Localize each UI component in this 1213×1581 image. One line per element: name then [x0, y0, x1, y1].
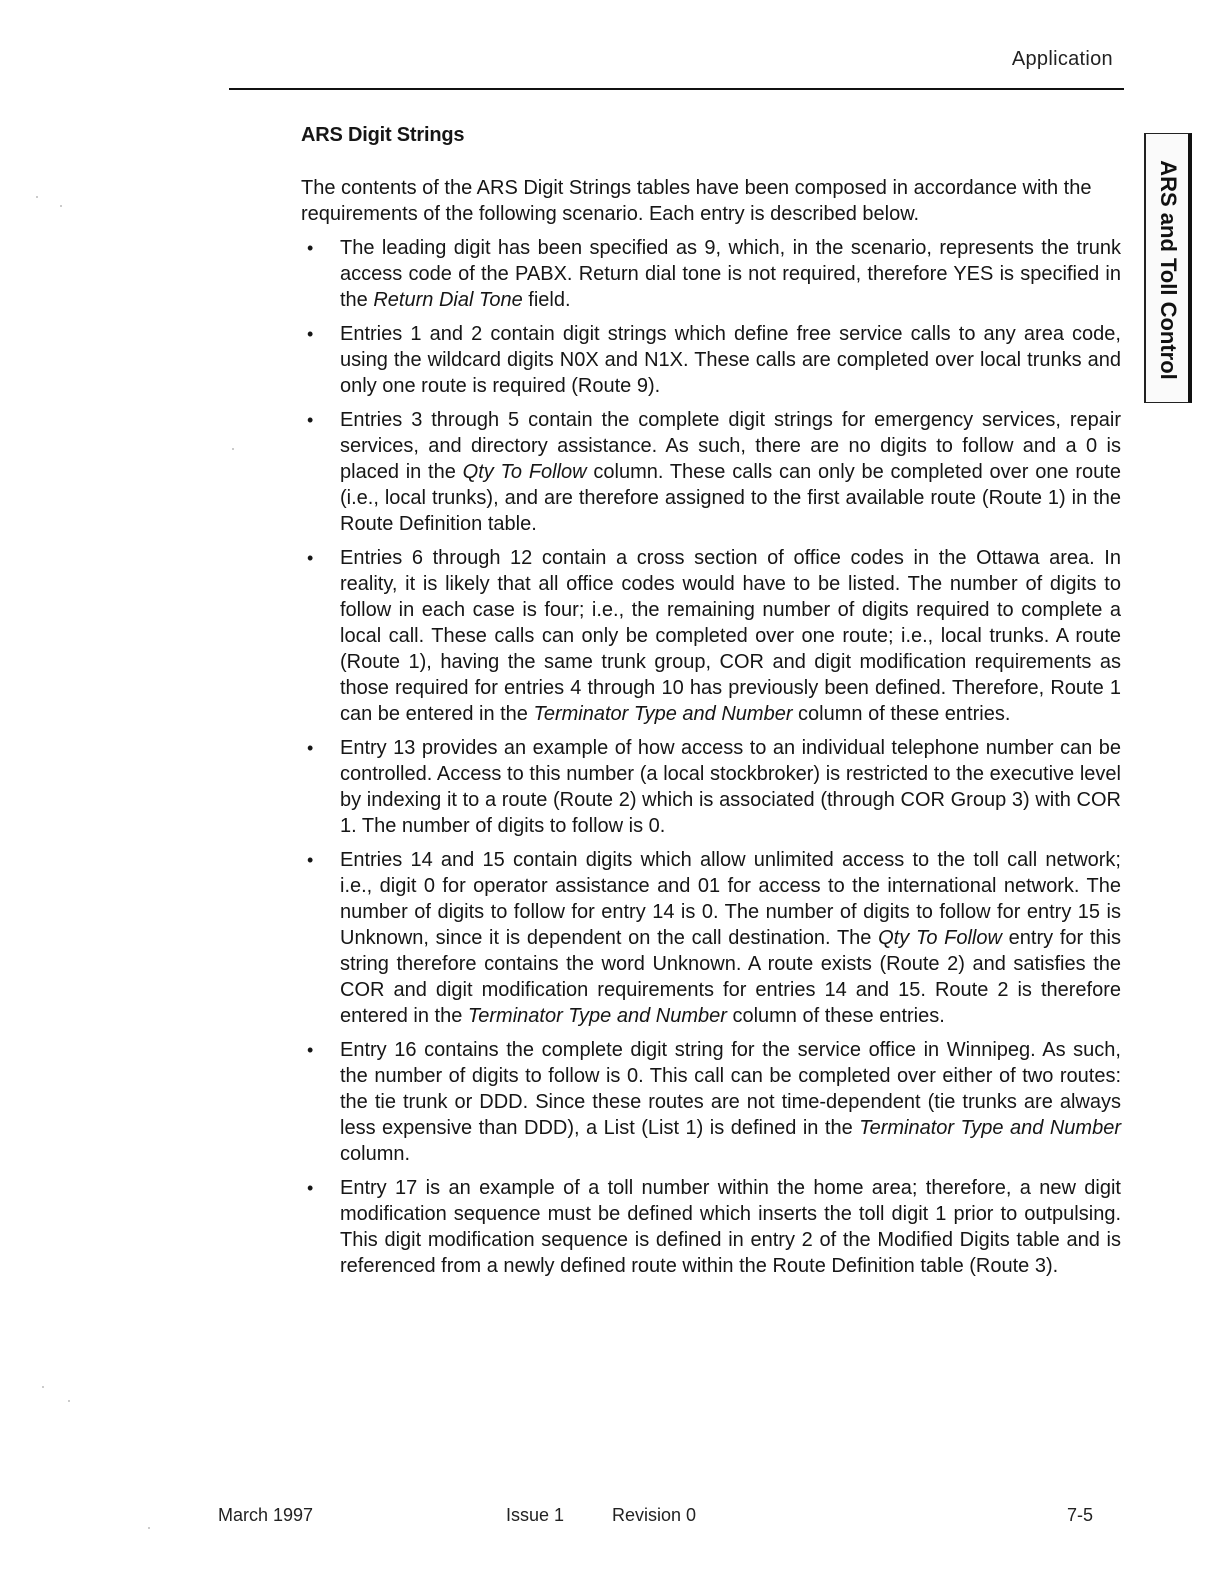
scan-speck [42, 1386, 44, 1388]
list-item: • Entry 13 provides an example of how access to an individual telephone number can be controlled. Access to this number (a local stockbroker) is restricted to the executive level by indexing it to a route (Route 2) which is associated (through COR Group 3) with COR 1. The number of digits to follow is 0. [307, 737, 1121, 837]
entries-list [301, 235, 1121, 1279]
list-item: • Entries 3 through 5 contain the complete digit strings for emergency services, repair services, and directory assistance. As such, there are no digits to follow and a 0 is placed in the Qty To Follow column. These calls can only be completed over one route (i.e., local trunks), and are therefore assigned to the first available route (Route 1) in the Route Definition table. [307, 409, 1121, 535]
bullet-icon: • [307, 738, 314, 758]
footer-issue: Issue 1 [506, 1505, 565, 1525]
list-item: • Entry 17 is an example of a toll number within the home area; therefore, a new digit modification sequence must be defined which inserts the toll digit 1 prior to outpulsing. This digit modification sequence is defined in entry 2 of the Modified Digits table and is referenced from a newly defined route within the Route Definition table (Route 3). [307, 1177, 1121, 1277]
header-rule [229, 88, 1124, 90]
scan-speck [60, 205, 62, 207]
bullet-icon: • [307, 1040, 314, 1060]
footer-revision: Revision 0 [612, 1505, 697, 1525]
scan-speck [68, 1400, 70, 1402]
intro-paragraph: The contents of the ARS Digit Strings tables have been composed in accordance with the requirements of the following scenario. Each entry is described below. [301, 177, 1092, 225]
footer-date: March 1997 [218, 1505, 314, 1525]
list-item: • Entry 16 contains the complete digit string for the service office in Winnipeg. As such, the number of digits to follow is 0. This call can be completed over either of two routes: the tie trunk or DDD. Since these routes are not time-dependent (tie trunks are always less expensive than DDD), a List (List 1) is defined in the Terminator Type and Number column. [307, 1039, 1121, 1165]
bullet-icon: • [307, 1178, 314, 1198]
list-item: • Entries 14 and 15 contain digits which allow unlimited access to the toll call network; i.e., digit 0 for operator assistance and 01 for access to the international network. The number of digits to follow for entry 14 is 0. The number of digits to follow for entry 15 is Unknown, since it is dependent on the call destination. The Qty To Follow entry for this string therefore contains the word Unknown. A route exists (Route 2) and satisfies the COR and digit modification requirements for entries 14 and 15. Route 2 is therefore entered in the Terminator Type and Number column of these entries. [307, 849, 1121, 1027]
scan-speck [232, 448, 234, 450]
scan-speck [36, 196, 38, 198]
section-tab-label: ARS and Toll Control [1156, 160, 1181, 380]
list-item: • The leading digit has been specified as 9, which, in the scenario, represents the trunk access code of the PABX. Return dial tone is not required, therefore YES is specified in the Return Dial Tone field. [307, 237, 1121, 311]
bullet-icon: • [307, 238, 314, 258]
section-tab [1144, 133, 1192, 403]
bullet-icon: • [307, 324, 314, 344]
list-item: • Entries 1 and 2 contain digit strings which define free service calls to any area code, using the wildcard digits N0X and N1X. These calls are completed over local trunks and only one route is required (Route 9). [307, 323, 1121, 397]
bullet-icon: • [307, 410, 314, 430]
section-title: ARS Digit Strings [301, 124, 465, 146]
bullet-icon: • [307, 850, 314, 870]
main-content [301, 124, 1121, 1287]
bullet-icon: • [307, 548, 314, 568]
running-head: Application [1011, 48, 1113, 70]
list-item: • Entries 6 through 12 contain a cross section of office codes in the Ottawa area. In reality, it is likely that all office codes would have to be listed. The number of digits to follow in each case is four; i.e., the remaining number of digits required to complete a local call. These calls can only be completed over one route; i.e., local trunks. A route (Route 1), having the same trunk group, COR and digit modification requirements as those required for entries 4 through 10 has previously been defined. Therefore, Route 1 can be entered in the Terminator Type and Number column of these entries. [307, 547, 1121, 725]
scan-speck [148, 1527, 150, 1529]
page-number: 7-5 [1067, 1505, 1094, 1525]
